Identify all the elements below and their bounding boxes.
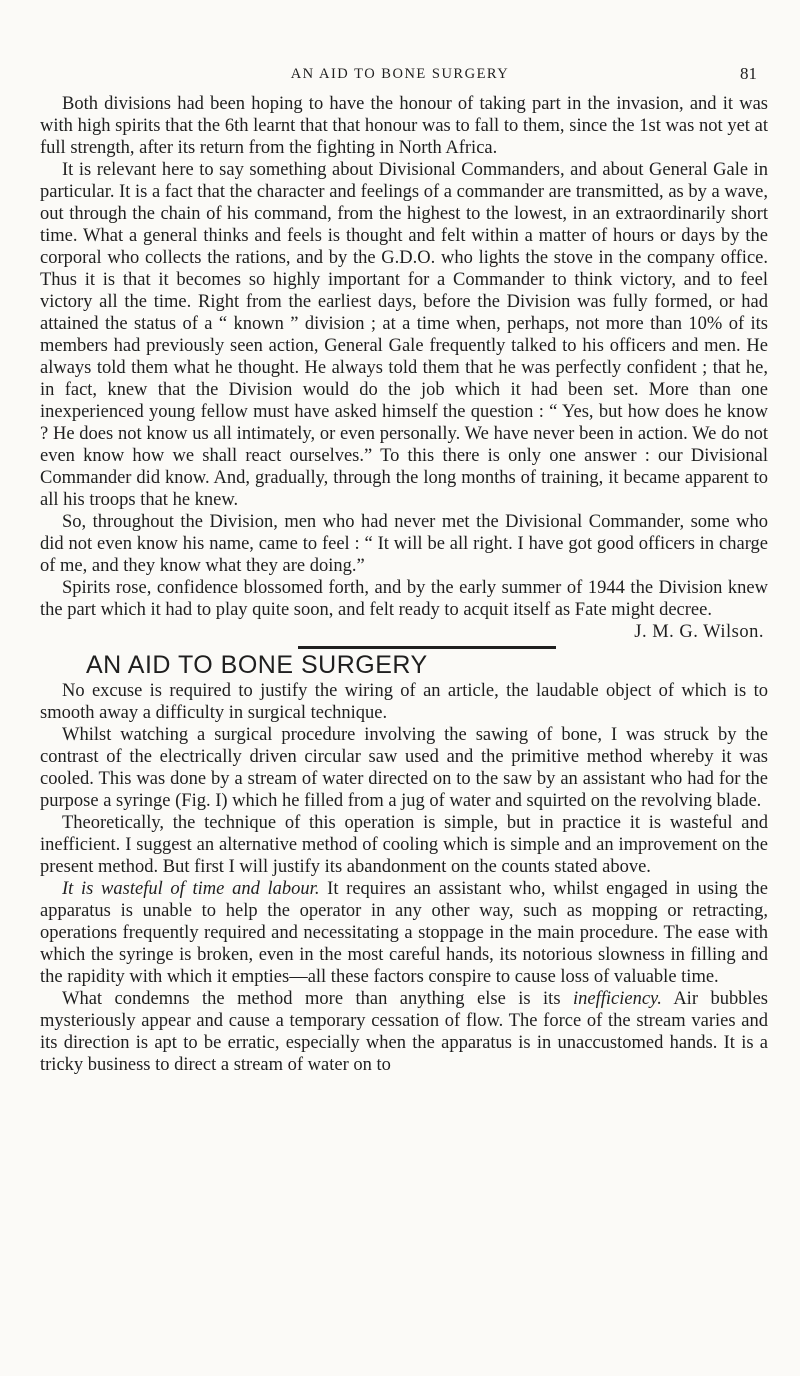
running-head: AN AID TO BONE SURGERY [290,66,510,82]
body-text [40,93,768,1076]
paragraph: Theoretically, the technique of this operation is simple, but in practice it is wasteful and inefficient. I suggest an alternative method of cooling which is simple and an improvement on the present method. But first I will justify its abandonment on the counts stated above. [40,813,768,877]
author-signature: J. M. G. Wilson. [634,622,764,642]
paragraph-text: It requires an assistant who, whilst engaged in using the apparatus is unable to help the operator in any other way, such as mopping or retracting, operations frequently required and necessitating a stoppage in the main procedure. The ease with which the syringe is broken, even in the most careful hands, its notorious slowness in filling and the rapidity with which it empties—all these factors conspire to cause loss of valuable time. [40,879,769,987]
paragraph: Whilst watching a surgical procedure involving the sawing of bone, I was struck by the contrast of the electrically driven circular saw used and the primitive method whereby it was cooled. This was done by a stream of water directed on to the saw by an assistant who had for the purpose a syringe (Fig. I) which he filled from a jug of water and squirted on the revolving blade. [40,725,768,811]
page-number: 81 [740,64,757,83]
italic-phrase: It is wasteful of time and labour. [62,879,320,899]
article-title: AN AID TO BONE SURGERY [86,651,428,679]
italic-phrase: inefficiency. [573,989,662,1009]
paragraph: So, throughout the Division, men who had never met the Divisional Commander, some who did not even know his name, came to feel : “ It will be all right. I have got good officers in charge of me, and they know what they are doing.” [40,512,768,576]
paragraph-text: What condemns the method more than anything else is its [62,989,573,1009]
paragraph: It is relevant here to say something about Divisional Commanders, and about General Gale in particular. It is a fact that the character and feelings of a commander are transmitted, as by a wave, out through the chain of his command, from the highest to the lowest, in an extraordinarily short time. What a general thinks and feels is thought and felt within a matter of hours or days by the corporal who collects the rations, and by the G.D.O. who lights the stove in the company office. Thus it is that it becomes so highly important for a Commander to think victory, and to feel victory all the time. Right from the earliest days, before the Division was fully formed, or had attained the status of a “ known ” division ; at a time when, perhaps, not more than 10% of its members had previously seen action, General Gale frequently talked to his officers and men. He always told them what he thought. He always told them that he was perfectly confident ; that he, in fact, knew that the Division would do the job which it had been set. More than one inexperienced young fellow must have asked himself the question : “ Yes, but how does he know ? He does not know us all intimately, or even personally. We have never been in action. We do not even know how we shall react ourselves.” To this there is only one answer : our Divisional Commander did know. And, gradually, through the long months of training, it became apparent to all his troops that he knew. [40,160,768,510]
paragraph: No excuse is required to justify the wiring of an article, the laudable object of which is to smooth away a difficulty in surgical technique. [40,681,768,723]
paragraph: Spirits rose, confidence blossomed forth, and by the early summer of 1944 the Division knew the part which it had to play quite soon, and felt ready to acquit itself as Fate might decree. [40,578,768,620]
paragraph [40,878,768,988]
paragraph [40,988,768,1076]
section-divider [298,646,556,649]
paragraph-text: Air bubbles mysteriously appear and cause a temporary cessation of flow. The force of the stream varies and its direction is apt to be erratic, especially when the apparatus is in unaccustomed hands. It is a tricky business to direct a stream of water on to [40,989,768,1075]
paragraph: Both divisions had been hoping to have the honour of taking part in the invasion, and it was with high spirits that the 6th learnt that that honour was to fall to them, since the 1st was not yet at full strength, after its return from the fighting in North Africa. [40,94,768,158]
